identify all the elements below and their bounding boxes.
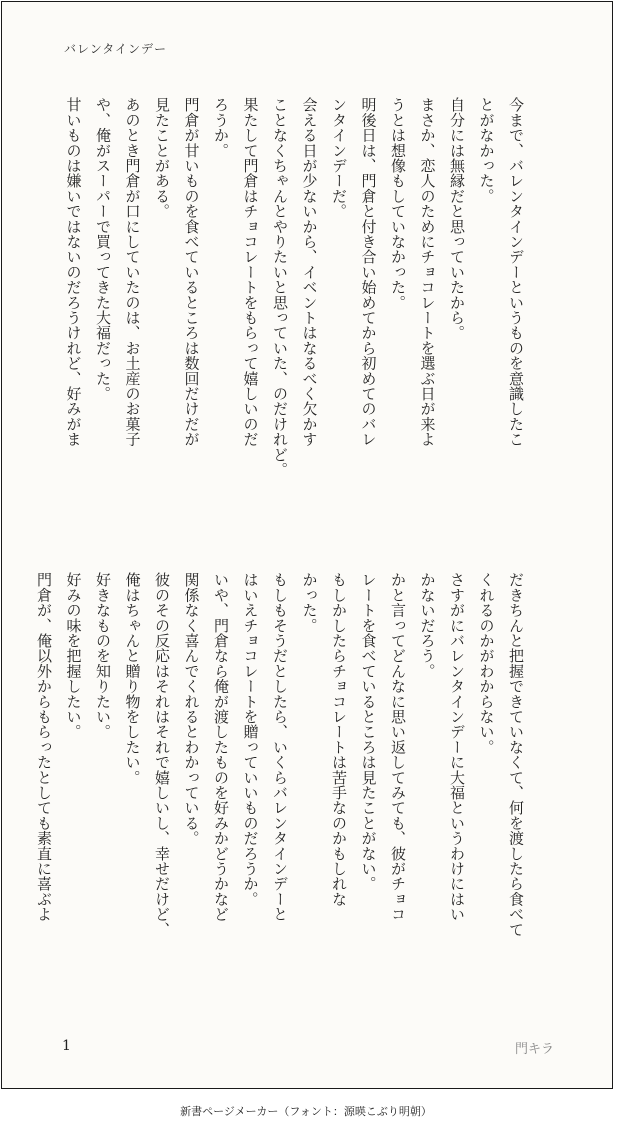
text-line: 好きなものを知りたい。 bbox=[94, 572, 112, 740]
text-line: 明後日は、門倉と付き合い始めてから初めてのバレ bbox=[359, 97, 378, 447]
page-title: バレンタインデー bbox=[64, 42, 167, 56]
text-block-top bbox=[58, 97, 530, 537]
text-line: はいえチョコレートを贈っていいものだろうか。 bbox=[241, 572, 260, 907]
text-line: 果たして門倉はチョコレートをもらって嬉しいのだ bbox=[241, 97, 260, 447]
text-line: くれるのかがわからない。 bbox=[477, 572, 496, 755]
text-line: あのとき門倉が口にしていたのは、お土産のお菓子 bbox=[123, 97, 142, 447]
text-line: 甘いものは嫌いではないのだろうけれど、好みがま bbox=[64, 97, 83, 447]
text-line: ことなくちゃんとやりたいと思っていた、のだけれど。 bbox=[271, 97, 289, 477]
text-line: 今まで、バレンタインデーというものを意識したこ bbox=[507, 97, 525, 447]
text-block-bottom bbox=[29, 572, 531, 1012]
page-number: 1 bbox=[62, 1038, 71, 1054]
text-line: 見たことがある。 bbox=[153, 97, 171, 219]
text-line: もしかしたらチョコレートは苦手なのかもしれな bbox=[330, 572, 348, 907]
text-line: 俺はちゃんと贈り物をしたい。 bbox=[123, 572, 142, 785]
book-page bbox=[1, 1, 613, 1089]
text-line: や、俺がスーパーで買ってきた大福だった。 bbox=[94, 97, 112, 401]
text-line: いや、門倉なら俺が渡したものを好みかどうかなど bbox=[212, 572, 230, 922]
text-line: とがなかった。 bbox=[477, 97, 496, 204]
text-line: まさか、恋人のためにチョコレートを選ぶ日が来よ bbox=[418, 97, 437, 447]
author-name: 門キラ bbox=[514, 1042, 554, 1057]
text-line: かった。 bbox=[300, 572, 319, 633]
text-line: だきちんと把握できていなくて、何を渡したら食べて bbox=[507, 572, 525, 937]
text-line: かないだろう。 bbox=[418, 572, 437, 679]
text-line: 会える日が少ないから、イベントはなるべく欠かす bbox=[300, 97, 319, 447]
generator-credit: 新書ページメーカー（フォント：源暎こぶり明朝） bbox=[180, 1105, 432, 1118]
text-line: 自分には無縁だと思っていたから。 bbox=[448, 97, 466, 341]
text-line: もしもそうだとしたら、いくらバレンタインデーと bbox=[271, 572, 289, 922]
text-line: 門倉が、俺以外からもらったとしても素直に喜ぶよ bbox=[35, 572, 53, 922]
text-line: かと言ってどんなに思い返してみても、彼がチョコ bbox=[389, 572, 407, 922]
text-line: ろうか。 bbox=[212, 97, 230, 158]
text-line: さすがにバレンタインデーに大福というわけにはい bbox=[448, 572, 466, 922]
text-line: 関係なく喜んでくれるとわかっている。 bbox=[182, 572, 201, 846]
text-line: 彼のその反応はそれはそれで嬉しいし、幸せだけど、 bbox=[153, 572, 171, 937]
text-line: うとは想像もしていなかった。 bbox=[389, 97, 407, 310]
text-line: レートを食べているところは見たことがない。 bbox=[359, 572, 378, 892]
text-line: 門倉が甘いものを食べているところは数回だけだが bbox=[182, 97, 201, 447]
text-line: ンタインデーだ。 bbox=[330, 97, 348, 219]
text-line: 好みの味を把握したい。 bbox=[64, 572, 83, 740]
